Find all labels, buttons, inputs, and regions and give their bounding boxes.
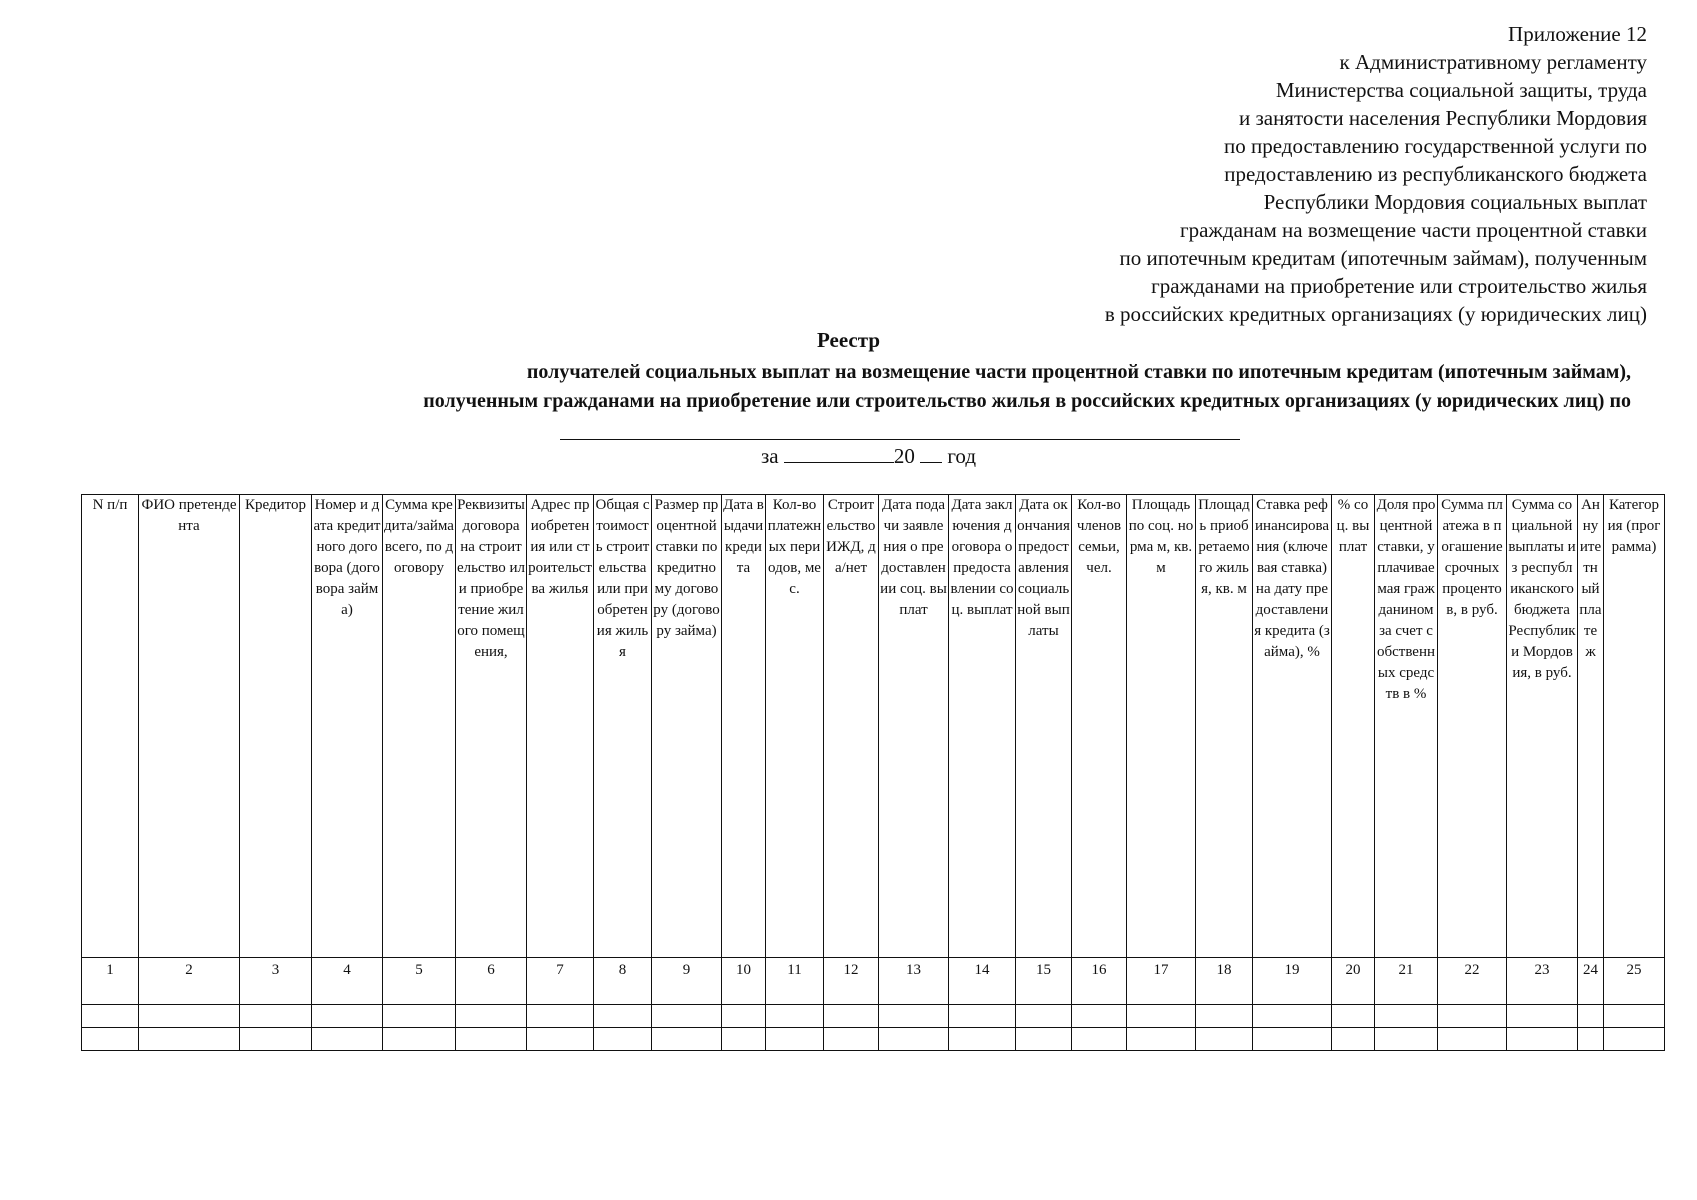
column-header-label: % соц. выплат (1336, 497, 1370, 555)
column-header (1438, 495, 1507, 958)
column-header (1196, 495, 1253, 958)
column-number-label: 17 (1153, 962, 1169, 978)
table-cell (383, 1005, 456, 1028)
column-header (1072, 495, 1127, 958)
column-header (456, 495, 527, 958)
table-cell (383, 1028, 456, 1051)
column-header (1253, 495, 1332, 958)
column-header (82, 495, 139, 958)
column-number (82, 958, 139, 1005)
table-cell (139, 1005, 240, 1028)
table-cell (594, 1005, 652, 1028)
period-prefix: за (760, 444, 779, 468)
table-row (82, 1005, 1665, 1028)
table-cell (766, 1005, 824, 1028)
column-number (824, 958, 879, 1005)
column-number (1072, 958, 1127, 1005)
appendix-line: по ипотечным кредитам (ипотечным займам), полученным (1119, 246, 1647, 270)
column-header-label: Сумма социальной выплаты из республиканского бюджета Республики Мордовия, в руб. (1508, 497, 1576, 681)
column-header (766, 495, 824, 958)
period-blank (784, 442, 894, 463)
column-number-label: 6 (487, 962, 495, 978)
table-row (82, 1028, 1665, 1051)
column-number-label: 25 (1626, 962, 1642, 978)
table-cell (139, 1028, 240, 1051)
table-cell (1127, 1028, 1196, 1051)
column-number-label: 5 (415, 962, 423, 978)
column-number-label: 21 (1398, 962, 1414, 978)
table-cell (652, 1005, 722, 1028)
column-header-label: Дата окончания предоставления социальной выплаты (1017, 497, 1070, 639)
column-header-label: Кол-во платежных периодов, мес. (767, 497, 822, 597)
column-number-label: 22 (1464, 962, 1480, 978)
column-number (652, 958, 722, 1005)
table-cell (82, 1005, 139, 1028)
column-number (1253, 958, 1332, 1005)
column-header-label: ФИО претендента (141, 497, 237, 534)
document-subtitle (0, 358, 1631, 416)
table-cell (1127, 1005, 1196, 1028)
column-number-label: 18 (1216, 962, 1232, 978)
column-header-label: Адрес приобретения или строительства жилья (528, 497, 592, 597)
appendix-line: Министерства социальной защиты, труда (1275, 78, 1647, 102)
table-cell (1332, 1028, 1375, 1051)
column-number (1375, 958, 1438, 1005)
column-number (766, 958, 824, 1005)
column-number (1507, 958, 1578, 1005)
column-header (527, 495, 594, 958)
table-cell (312, 1028, 383, 1051)
column-header (594, 495, 652, 958)
table-cell (824, 1028, 879, 1051)
column-header (240, 495, 312, 958)
column-number-label: 8 (618, 962, 627, 978)
table-cell (949, 1005, 1016, 1028)
table-cell (1253, 1005, 1332, 1028)
table-cell (722, 1005, 766, 1028)
column-number (312, 958, 383, 1005)
column-number-label: 13 (906, 962, 921, 978)
table-cell (1196, 1005, 1253, 1028)
column-header (824, 495, 879, 958)
column-number-label: 9 (682, 962, 691, 978)
column-header (652, 495, 722, 958)
column-number (1604, 958, 1665, 1005)
column-number (240, 958, 312, 1005)
table-cell (824, 1005, 879, 1028)
appendix-line: Республики Мордовия социальных выплат (1263, 190, 1647, 214)
period-year: 20 (893, 444, 915, 468)
column-header (722, 495, 766, 958)
table-cell (1604, 1028, 1665, 1051)
appendix-header (887, 20, 1647, 328)
table-cell (879, 1028, 949, 1051)
table-cell (456, 1005, 527, 1028)
column-number (949, 958, 1016, 1005)
organization-blank-line (560, 439, 1240, 440)
column-number (456, 958, 527, 1005)
column-number-label: 10 (736, 962, 751, 978)
column-number (1196, 958, 1253, 1005)
column-number (722, 958, 766, 1005)
column-number (1127, 958, 1196, 1005)
column-header-label: Площадь приобретаемого жилья, кв. м (1198, 497, 1250, 597)
column-number-label: 20 (1345, 962, 1361, 978)
period-line (0, 442, 1697, 469)
appendix-line: по предоставлению государственной услуги по (1224, 134, 1647, 158)
column-number (139, 958, 240, 1005)
table-cell (1438, 1028, 1507, 1051)
appendix-line: гражданами на приобретение или строительство жилья (1151, 274, 1647, 298)
subtitle-line-1: получателей социальных выплат на возмещение части процентной ставки по ипотечным кредитам (ипотечным займам), (526, 361, 1631, 383)
column-header (1016, 495, 1072, 958)
column-number-label: 2 (185, 962, 193, 978)
column-header-label: Аннуитетный платеж (1579, 497, 1602, 660)
column-header (139, 495, 240, 958)
table-cell (527, 1028, 594, 1051)
table-cell (1507, 1005, 1578, 1028)
table-cell (240, 1028, 312, 1051)
column-number (1332, 958, 1375, 1005)
column-header (1332, 495, 1375, 958)
column-header-label: Категория (программа) (1607, 497, 1661, 555)
table-cell (652, 1028, 722, 1051)
column-number-label: 19 (1284, 962, 1300, 978)
column-header-label: Общая стоимость строительства или приобретения жилья (595, 497, 650, 660)
document-title: Реестр (816, 328, 881, 352)
table-cell (312, 1005, 383, 1028)
table-cell (1578, 1005, 1604, 1028)
column-header (1507, 495, 1578, 958)
column-number-label: 15 (1036, 962, 1051, 978)
column-number (1578, 958, 1604, 1005)
appendix-line: гражданам на возмещение части процентной ставки (1179, 218, 1647, 242)
table-cell (1332, 1005, 1375, 1028)
table-cell (1072, 1028, 1127, 1051)
column-header-label: Кредитор (245, 497, 306, 513)
column-number-label: 4 (343, 962, 351, 978)
column-header-label: N п/п (92, 497, 128, 513)
table-cell (1604, 1005, 1665, 1028)
column-header-label: Площадь по соц. норма м, кв. м (1128, 497, 1194, 576)
appendix-line: и занятости населения Республики Мордовия (1238, 106, 1647, 130)
column-header (1375, 495, 1438, 958)
column-number-row (82, 958, 1665, 1005)
appendix-line: Приложение 12 (1508, 22, 1647, 46)
appendix-line: к Административному регламенту (1339, 50, 1647, 74)
column-header (383, 495, 456, 958)
column-header (1604, 495, 1665, 958)
column-number-label: 7 (556, 962, 564, 978)
column-header-label: Доля процентной ставки, уплачиваемая гражданином за счет собственных средств в % (1376, 497, 1436, 702)
column-number-label: 11 (787, 962, 802, 978)
column-header-label: Сумма кредита/займа всего, по договору (384, 497, 454, 576)
column-number-label: 16 (1091, 962, 1107, 978)
table-cell (1016, 1028, 1072, 1051)
column-header-label: Дата заключения договора о предоставлении соц. выплат (950, 497, 1014, 618)
table-cell (1375, 1005, 1438, 1028)
column-header-label: Строительство ИЖД, да/нет (826, 497, 876, 576)
column-number (879, 958, 949, 1005)
table-header-row (82, 495, 1665, 958)
table-cell (1438, 1005, 1507, 1028)
column-number-label: 24 (1583, 962, 1598, 978)
column-header-label: Кол-во членов семьи, чел. (1076, 497, 1122, 576)
column-header-label: Номер и дата кредитного договора (договора займа) (313, 497, 381, 618)
table-cell (240, 1005, 312, 1028)
column-header-label: Размер процентной ставки по кредитному договору (договору займа) (653, 497, 720, 639)
column-number-label: 23 (1534, 962, 1550, 978)
table-cell (1507, 1028, 1578, 1051)
column-header (312, 495, 383, 958)
column-number-label: 12 (843, 962, 859, 978)
column-number (527, 958, 594, 1005)
column-header (949, 495, 1016, 958)
table-cell (766, 1028, 824, 1051)
subtitle-line-2: полученным гражданами на приобретение или строительство жилья в российских кредитных организациях (у юридических лиц) по (423, 390, 1631, 412)
column-number-label: 3 (271, 962, 280, 978)
column-header-label: Ставка рефинансирования (ключевая ставка) на дату предоставления кредита (займа), % (1254, 497, 1330, 660)
table-cell (1072, 1005, 1127, 1028)
appendix-line: предоставлению из республиканского бюджета (1224, 162, 1647, 186)
column-number-label: 1 (106, 962, 114, 978)
column-number (1016, 958, 1072, 1005)
registry-table (81, 494, 1665, 1051)
column-header-label: Дата выдачи кредита (723, 497, 764, 576)
table-cell (594, 1028, 652, 1051)
column-header-label: Дата подачи заявления о предоставлении соц. выплат (880, 497, 947, 618)
table-cell (1375, 1028, 1438, 1051)
column-header (879, 495, 949, 958)
column-number-label: 14 (974, 962, 990, 978)
table-cell (82, 1028, 139, 1051)
table-cell (527, 1005, 594, 1028)
table-cell (1016, 1005, 1072, 1028)
table-cell (949, 1028, 1016, 1051)
table-cell (722, 1028, 766, 1051)
column-header-label: Сумма платежа в погашение срочных процентов, в руб. (1441, 497, 1503, 618)
column-number (383, 958, 456, 1005)
table-cell (456, 1028, 527, 1051)
period-year-blank (920, 442, 942, 463)
column-number (594, 958, 652, 1005)
column-header (1578, 495, 1604, 958)
table-cell (1578, 1028, 1604, 1051)
table-cell (879, 1005, 949, 1028)
column-number (1438, 958, 1507, 1005)
table-cell (1196, 1028, 1253, 1051)
column-header-label: Реквизиты договора на строительство или приобретение жилого помещения, (457, 497, 525, 660)
column-header (1127, 495, 1196, 958)
table-cell (1253, 1028, 1332, 1051)
appendix-line: в российских кредитных организациях (у юридических лиц) (1104, 302, 1647, 326)
period-suffix: год (947, 444, 977, 468)
